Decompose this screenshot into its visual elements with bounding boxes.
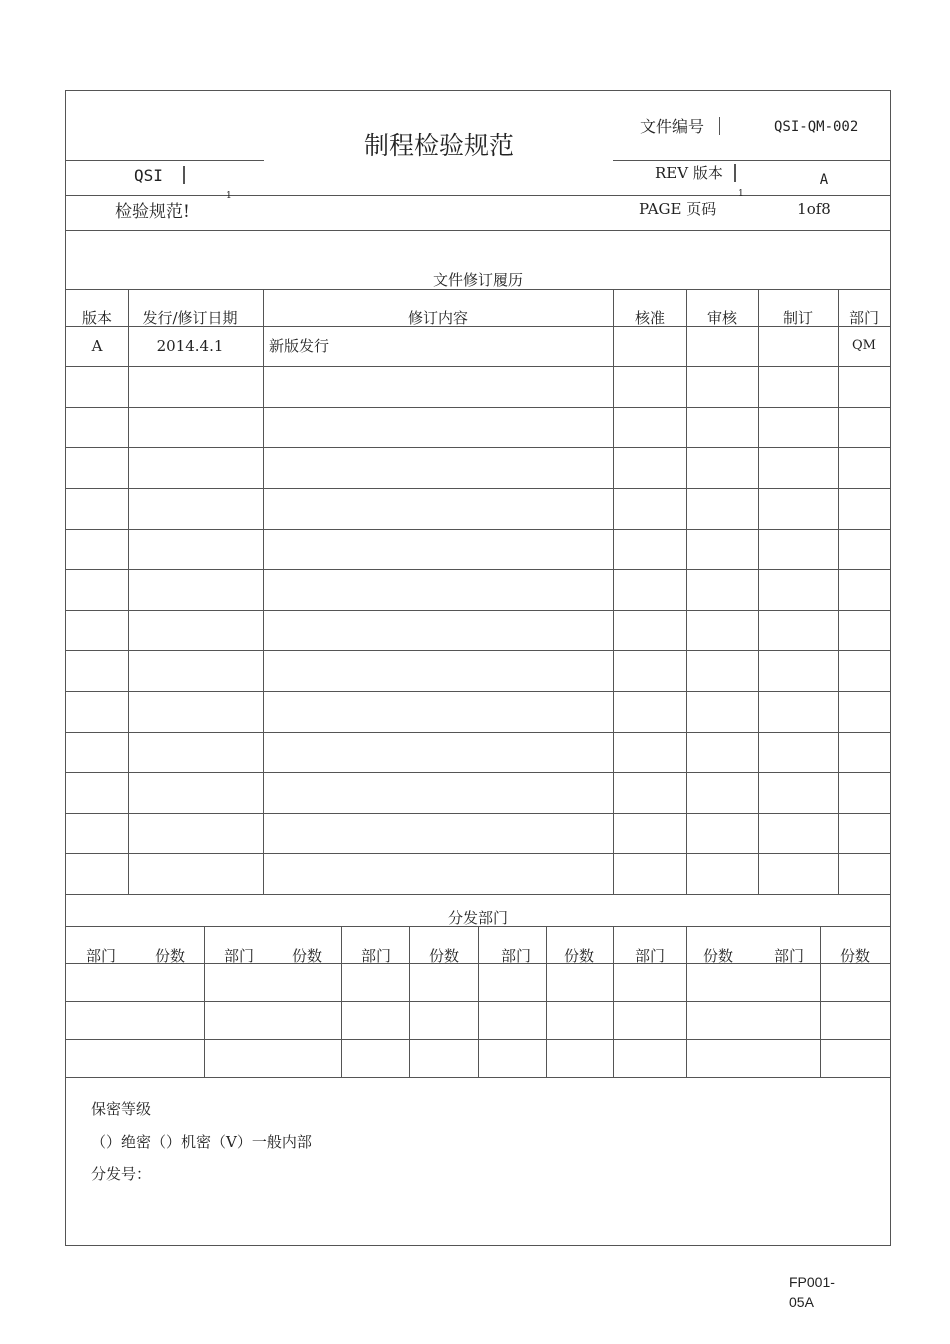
revision-row-line — [65, 366, 891, 367]
footnote-mark-left: 1 — [226, 191, 232, 201]
revision-cell-date: 2014.4.1 — [156, 337, 224, 355]
revision-row-line — [65, 447, 891, 448]
revision-column-line — [758, 289, 759, 894]
distribution-number-label: 分发号： — [91, 1165, 152, 1183]
revision-row-line — [65, 650, 891, 651]
distribution-header-dept: 部门 — [773, 947, 805, 965]
distribution-column-line — [204, 926, 205, 1077]
revision-row-line — [65, 488, 891, 489]
distribution-header-dept: 部门 — [500, 947, 532, 965]
revision-header-dept: 部门 — [848, 309, 880, 327]
distribution-header-copies: 份数 — [563, 947, 595, 965]
revision-cell-dept: QM — [852, 338, 876, 353]
distribution-header-copies: 份数 — [154, 947, 186, 965]
distribution-header-dept: 部门 — [85, 947, 117, 965]
doc-no-value: QSI-QM-002 — [774, 119, 859, 135]
header-line-left — [65, 160, 264, 161]
revision-cell-content: 新版发行 — [269, 337, 330, 355]
rev-value: A — [819, 172, 829, 188]
revision-row-line — [65, 691, 891, 692]
distribution-column-line — [613, 926, 614, 1077]
revision-column-line — [613, 289, 614, 894]
header-line-3 — [65, 230, 891, 231]
revision-row-line — [65, 289, 891, 290]
distribution-column-line — [820, 926, 821, 1077]
revision-header-version: 版本 — [81, 309, 113, 327]
revision-row-line — [65, 772, 891, 773]
distribution-header-copies: 份数 — [839, 947, 871, 965]
footnote-mark-right: 1 — [738, 189, 744, 199]
revision-column-line — [128, 289, 129, 894]
revision-row-line — [65, 569, 891, 570]
distribution-column-line — [341, 926, 342, 1077]
form-number-line-2: 05A — [789, 1294, 814, 1310]
revision-row-line — [65, 813, 891, 814]
revision-header-prepare: 制订 — [782, 309, 814, 327]
rev-separator — [734, 164, 736, 182]
distribution-section-title: 分发部门 — [447, 909, 509, 927]
revision-row-line — [65, 894, 891, 895]
distribution-header-copies: 份数 — [291, 947, 323, 965]
distribution-header-dept: 部门 — [360, 947, 392, 965]
document-subtitle: 检验规范! — [115, 202, 190, 222]
header-line-right — [613, 160, 891, 161]
distribution-column-line — [409, 926, 410, 1077]
revision-row-line — [65, 853, 891, 854]
revision-section-title: 文件修订履历 — [432, 271, 524, 289]
page-label: PAGE 页码 — [639, 200, 717, 218]
distribution-column-line — [686, 926, 687, 1077]
revision-column-line — [263, 289, 264, 894]
revision-column-line — [838, 289, 839, 894]
document-title: 制程检验规范 — [363, 131, 515, 160]
revision-row-line — [65, 610, 891, 611]
revision-header-approve: 核准 — [634, 309, 666, 327]
revision-row-line — [65, 529, 891, 530]
page-value: 1of8 — [797, 200, 831, 218]
revision-row-line — [65, 732, 891, 733]
confidential-options: （）绝密（）机密（V）一般内部 — [91, 1133, 312, 1151]
company-separator — [183, 166, 185, 184]
distribution-column-line — [546, 926, 547, 1077]
company-name: QSI — [134, 166, 163, 185]
distribution-row-line — [65, 1077, 891, 1078]
revision-header-date: 发行/修订日期 — [142, 309, 238, 327]
revision-header-content: 修订内容 — [407, 309, 469, 327]
distribution-header-copies: 份数 — [702, 947, 734, 965]
distribution-header-dept: 部门 — [223, 947, 255, 965]
distribution-header-copies: 份数 — [428, 947, 460, 965]
confidential-level-label: 保密等级 — [91, 1100, 152, 1118]
distribution-column-line — [478, 926, 479, 1077]
form-number-line-1: FP001- — [789, 1274, 835, 1290]
doc-no-label: 文件编号 — [640, 117, 705, 136]
header-line-2 — [65, 195, 891, 196]
revision-row-line — [65, 407, 891, 408]
doc-no-separator — [719, 117, 720, 135]
revision-cell-version: A — [91, 337, 103, 355]
revision-header-review: 审核 — [706, 309, 738, 327]
rev-label: REV 版本 — [655, 164, 723, 182]
revision-column-line — [686, 289, 687, 894]
distribution-header-dept: 部门 — [634, 947, 666, 965]
